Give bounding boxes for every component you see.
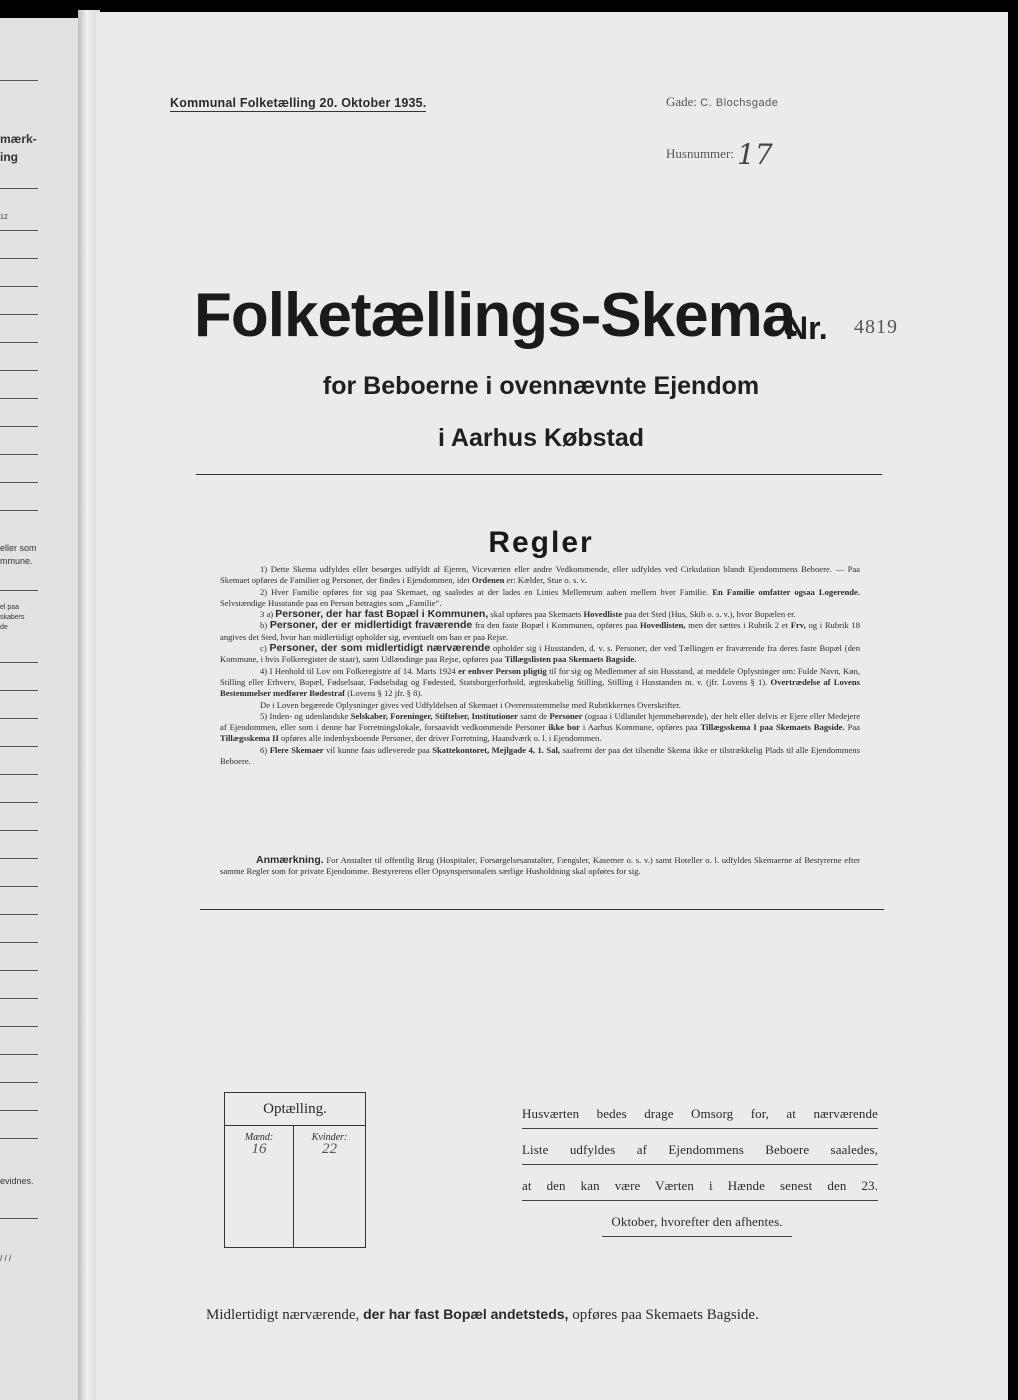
divider — [200, 909, 884, 910]
left-page-rule — [0, 942, 38, 943]
left-page-rule — [0, 510, 38, 511]
rule-3c: c) Personer, der som midlertidigt nærværende opholder sig i Husstanden, d. v. s. Personer, der ved Tællingen er fraværende fra deres faste Bopæl (den Kommune, i hvis Folkeregister de staar), samt Udlændinge paa Rejse, opføres paa Tillægslisten paa Skemaets Bagside. — [220, 642, 860, 665]
left-page-rule — [0, 914, 38, 915]
left-page-text: de — [0, 624, 8, 631]
tally-heading: Optælling. — [225, 1093, 365, 1126]
tally-men-value: 16 — [251, 1141, 267, 1157]
rule-6: 6) Flere Skemaer vil kunne faas udleverede paa Skattekontoret, Mejlgade 4, 1. Sal, saafremt der paa det tilsendte Skema ikke er tilstrækkelig Plads til alle Ejendommens Beboere. — [220, 744, 860, 767]
left-page-rule — [0, 690, 38, 691]
left-page-rule — [0, 858, 38, 859]
rule-2: 2) Hver Familie opføres for sig paa Skemaet, og saaledes at der lades en Linies Mellemrum aaben mellem hver Familie. En Familie omfatter ogsaa Logerende. Selvstændige Husstande paa en Person betragtes som „Familie“. — [220, 586, 861, 608]
left-page-rule — [0, 998, 38, 999]
form-subtitle: for Beboerne i ovennævnte Ejendom — [322, 372, 760, 400]
notice-line: Husværten bedes drage Omsorg for, at nærværende — [522, 1106, 878, 1129]
left-page-rule — [0, 830, 38, 831]
left-page-rule — [0, 970, 38, 971]
form-number-value: 4819 — [854, 316, 898, 338]
left-page-rule — [0, 342, 38, 343]
rules-heading: Regler — [488, 526, 594, 559]
left-page-rule — [0, 590, 38, 591]
left-page-rule — [0, 188, 38, 189]
left-page-rule — [0, 774, 38, 775]
left-page-rule — [0, 1138, 38, 1139]
left-page-text: 12 — [0, 214, 8, 221]
left-page-text: mærk- — [0, 132, 37, 146]
left-page-rule — [0, 1082, 38, 1083]
left-page-fragment — [0, 18, 80, 1400]
left-page-rule — [0, 454, 38, 455]
tally-box — [224, 1092, 366, 1248]
house-number-field — [666, 132, 773, 171]
rule-3a: 3 a) Personer, der har fast Bopæl i Kommunen, skal opføres paa Skemaets Hovedliste paa det Sted (Hus, Skib o. s. v.), hvor Bopælen er. — [260, 608, 796, 621]
landlord-notice — [522, 1106, 878, 1250]
notice-line: Liste udfyldes af Ejendommens Beboere saaledes, — [522, 1142, 878, 1165]
tally-women-value: 22 — [322, 1141, 337, 1157]
left-page-text: mmune. — [0, 556, 33, 566]
left-page-text: eller som — [0, 543, 37, 553]
form-subtitle-town: i Aarhus Købstad — [437, 424, 645, 452]
rule-3b: b) Personer, der er midlertidigt fraværende fra den faste Bopæl i Kommunen, opføres paa Hovedlisten, men der sættes i Rubrik 2 et Frv, og i Rubrik 18 angives det Sted, hvor han midlertidigt opholder sig, eventuelt om han er paa Rejse. — [220, 619, 860, 642]
rule-1: 1) Dette Skema udfyldes eller besørges udfyldt af Ejeren, Viceværten eller andre Vedkommende, eller udfyldes ved Cirkulation blandt Ejendommens Beboere. — Paa Skemaet opføres de Familier og Personer, der findes i Ejendommen, idet Ordenen er: Kælder, Stue o. s. v. — [220, 564, 860, 586]
tally-men-column — [225, 1126, 294, 1247]
left-page-text: evidnes. — [0, 1176, 34, 1186]
street-field — [666, 94, 778, 110]
tally-men-label: Mænd: — [244, 1132, 274, 1143]
left-page-rule — [0, 258, 38, 259]
tally-women-column — [294, 1126, 365, 1247]
tally-women-label: Kvinder: — [311, 1132, 348, 1143]
left-page-rule — [0, 802, 38, 803]
form-title: Folketællings-Skema — [194, 281, 796, 350]
left-page-rule — [0, 286, 38, 287]
left-page-rule — [0, 482, 38, 483]
left-page-rule — [0, 1054, 38, 1055]
remark-text — [220, 855, 860, 878]
left-page-rule — [0, 314, 38, 315]
left-page-rule — [0, 1110, 38, 1111]
street-label: Gade: — [666, 94, 698, 109]
census-header: Kommunal Folketælling 20. Oktober 1935. — [170, 96, 427, 110]
left-page-rule — [0, 662, 38, 663]
left-page-rule — [0, 230, 38, 231]
footer-note: Midlertidigt nærværende, der har fast Bopæl andetsteds, opføres paa Skemaets Bagside. — [206, 1306, 759, 1323]
left-page-text: ing — [0, 150, 18, 164]
remark-label: Anmærkning. — [256, 854, 324, 866]
house-number-label: Husnummer: — [666, 146, 734, 161]
left-page-rule — [0, 398, 38, 399]
form-number-label: Nr. — [785, 310, 828, 346]
left-page-rule — [0, 1218, 38, 1219]
left-page-rule — [0, 370, 38, 371]
remark-body: For Anstalter til offentlig Brug (Hospitaler, Forsørgelsesanstalter, Fængsler, Kaserner o. s. v.) samt Hoteller o. l. udfyldes Skemaerne af Bestyrerne efter samme Regler som for private Ejendomme. Bestyrerens eller Opsynspersonalets særlige Husholdning skal opføres for sig. — [220, 855, 861, 877]
divider — [196, 474, 882, 475]
street-value: C. Blochsgade — [700, 97, 779, 109]
house-number-value: 17 — [737, 138, 773, 171]
left-page-text: skabers — [0, 614, 25, 621]
left-page-rule — [0, 426, 38, 427]
rule-4-note: De i Loven begærede Oplysninger gives ved Udfyldelsen af Skemaet i Overensstemmelse med Rubrikkernes Overskrifter. — [260, 699, 681, 710]
left-page-rule — [0, 718, 38, 719]
rule-5: 5) Inden- og udenlandske Selskaber, Foreninger, Stiftelser, Institutioner samt de Personer (ogsaa i Udlandet hjemmehørende), der helt eller delvis er Ejere eller Medejere af Ejendommen, eller som i denne har Forretningslokale, forsaavidt vedkommende Personer ikke bor i Aarhus Kommune, opføres paa Tillægsskema I paa Skemaets Bagside. Paa Tillægsskema II opføres alle indenbysboende Personer, der driver Forretning, Haandværk o. l. i Ejendommen. — [220, 710, 861, 744]
left-page-rule — [0, 746, 38, 747]
left-page-rule — [0, 886, 38, 887]
rule-4: 4) I Henhold til Lov om Folkeregistre af 14. Marts 1924 er enhver Person pligtig til for sig og Medlemmer af sin Husstand, at meddele Oplysninger om: Fulde Navn, Køn, Stilling eller Erhverv, Bopæl, Fødselsaar, Fødselsdag og Fødested, Statsborgerforhold, ægteskabelig Stilling, Stilling i Husstanden m. v. (jfr. Lovens § 1). Overtrædelse af Lovens Bestemmelser medfører Bødestraf (Lovens § 12 jfr. § 8). — [220, 665, 861, 699]
left-page-text: / / / — [0, 1254, 12, 1263]
notice-line: at den kan være Værten i Hænde senest den 23. — [522, 1178, 878, 1201]
notice-line: Oktober, hvorefter den afhentes. — [602, 1214, 792, 1237]
census-form-page — [96, 12, 1008, 1400]
left-page-rule — [0, 1026, 38, 1027]
rules-text — [220, 564, 860, 767]
left-page-text: el paa — [0, 604, 20, 611]
left-page-rule — [0, 80, 38, 81]
